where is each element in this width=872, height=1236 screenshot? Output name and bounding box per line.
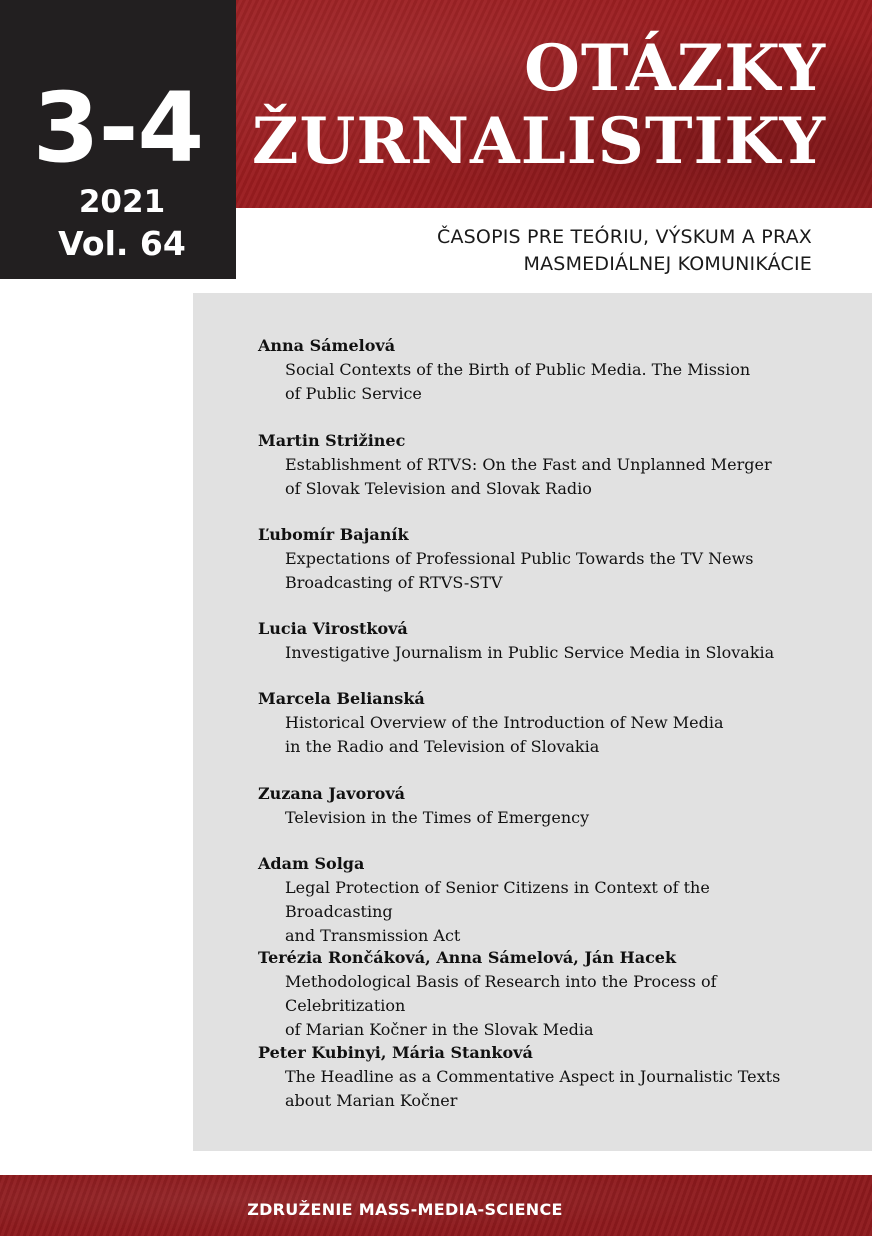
toc-authors: Anna Sámelová [258,336,396,355]
toc-authors: Lucia Virostková [258,619,408,638]
table-of-contents [193,293,872,1151]
toc-authors: Zuzana Javorová [258,784,406,803]
toc-article-title: Establishment of RTVS: On the Fast and Unplanned Merger of Slovak Television and Slovak Radio [285,455,772,498]
toc-entry [258,429,818,501]
subtitle-line1: ČASOPIS PRE TEÓRIU, VÝSKUM A PRAX [437,226,812,248]
publisher-name: ZDRUŽENIE MASS-MEDIA-SCIENCE [247,1200,563,1219]
toc-authors: Marcela Belianská [258,689,425,708]
issue-number: 3-4 [32,72,204,184]
toc-article-title: Legal Protection of Senior Citizens in Context of the Broadcasting and Transmission Act [285,878,710,945]
toc-authors: Ľubomír Bajaník [258,525,409,544]
subtitle-line2: MASMEDIÁLNEJ KOMUNIKÁCIE [523,253,812,275]
toc-entry [258,617,818,665]
toc-entry [258,1041,818,1113]
toc-entry [258,523,818,595]
toc-entry [258,687,818,759]
journal-subtitle [437,224,812,278]
toc-authors: Peter Kubinyi, Mária Stanková [258,1043,533,1062]
toc-article-title: Methodological Basis of Research into the Process of Celebritization of Marian Kočner in the Slovak Media [285,972,717,1039]
toc-authors: Adam Solga [258,854,365,873]
toc-article-title: Historical Overview of the Introduction of New Media in the Radio and Television of Slovakia [285,713,724,756]
toc-article-title: Expectations of Professional Public Towards the TV News Broadcasting of RTVS-STV [285,549,754,592]
issue-year: 2021 [78,184,166,220]
toc-entry [258,782,818,830]
journal-title-line2: ŽURNALISTIKY [251,104,826,179]
toc-article-title: Social Contexts of the Birth of Public Media. The Mission of Public Service [285,360,751,403]
toc-entry [258,852,818,948]
footer-band [0,1175,872,1236]
toc-article-title: The Headline as a Commentative Aspect in Journalistic Texts about Marian Kočner [285,1067,781,1110]
toc-entry [258,334,818,406]
toc-authors: Terézia Rončáková, Anna Sámelová, Ján Hacek [258,948,677,967]
toc-authors: Martin Strižinec [258,431,406,450]
toc-entry [258,946,818,1042]
toc-article-title: Television in the Times of Emergency [285,808,590,827]
issue-box [0,0,236,279]
journal-title-line1: OTÁZKY [524,31,826,106]
issue-volume: Vol. 64 [58,224,186,263]
toc-article-title: Investigative Journalism in Public Service Media in Slovakia [285,643,775,662]
